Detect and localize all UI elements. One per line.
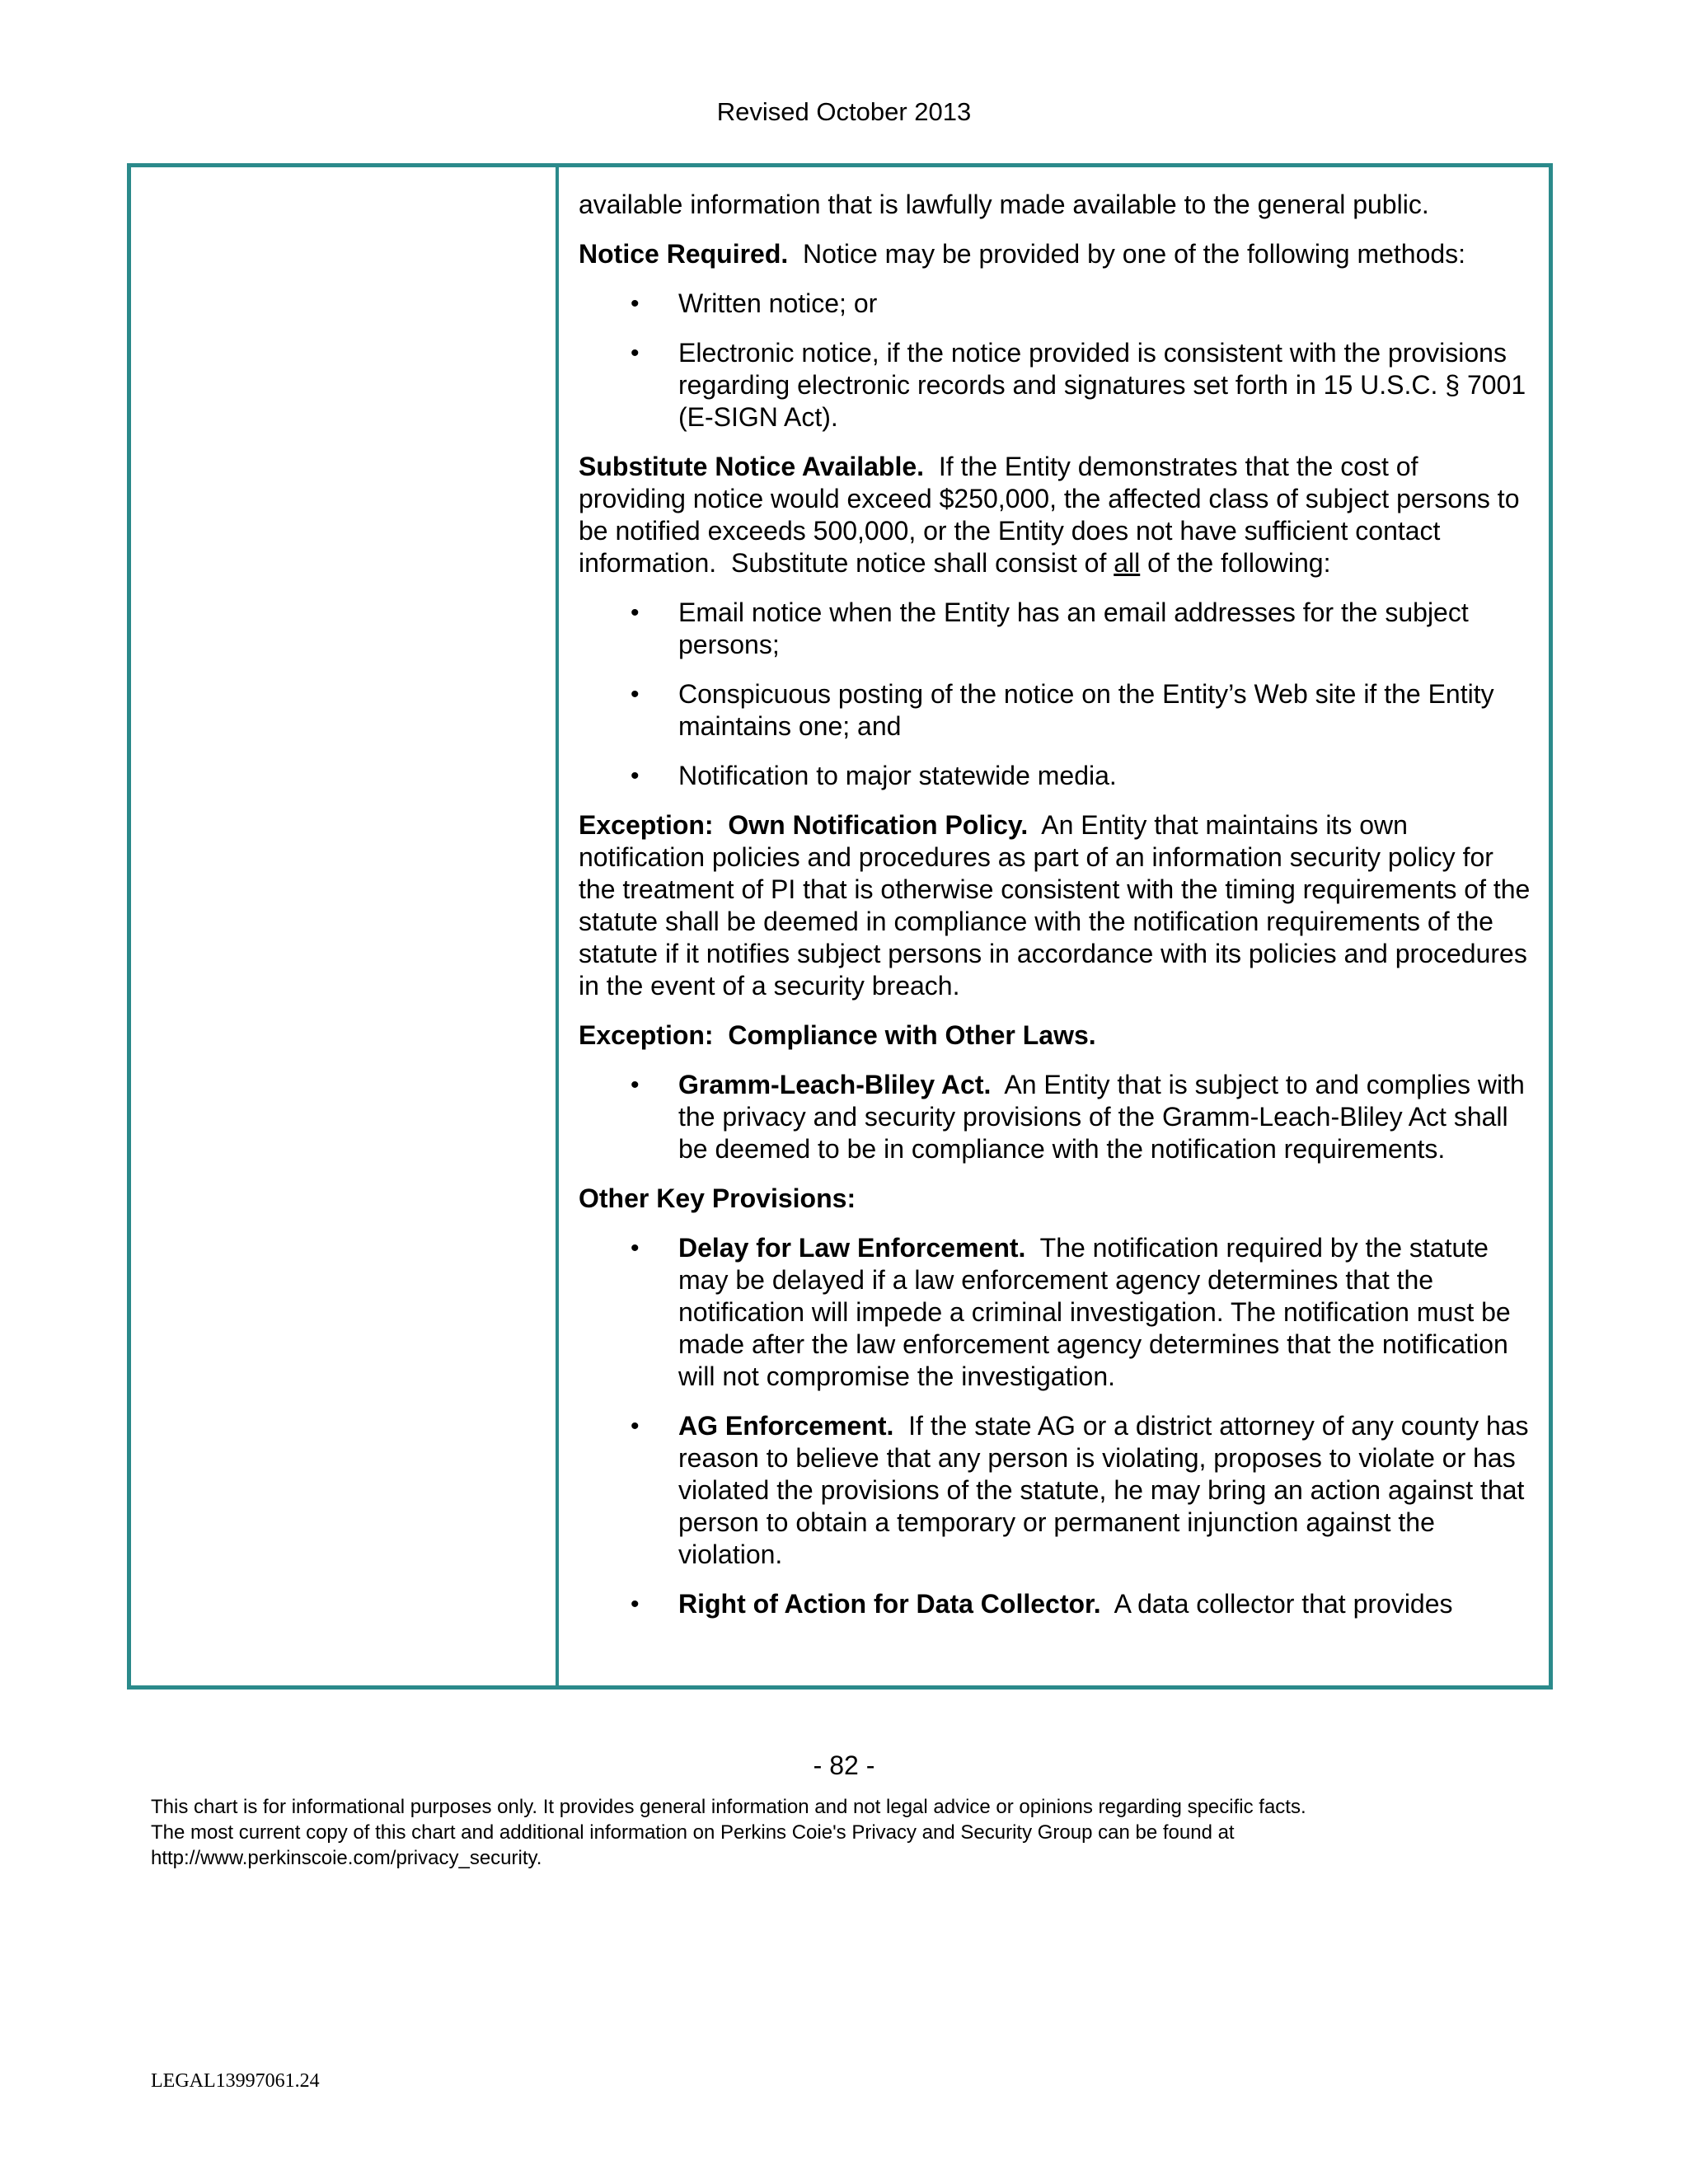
list-item — [579, 678, 1531, 743]
disclaimer-url: http://www.perkinscoie.com/privacy_security. — [151, 1847, 542, 1869]
bullet-icon: • — [631, 599, 640, 626]
revision-header: Revised October 2013 — [716, 97, 972, 126]
underlined-all: all — [1114, 548, 1141, 578]
chart-content-column — [579, 189, 1538, 1638]
list-item — [579, 760, 1531, 792]
chart-table — [127, 163, 1553, 1690]
list-item-text: Email notice when the Entity has an email addresses for the subject persons; — [678, 598, 1469, 659]
list-item — [579, 337, 1531, 434]
list-item-text: Notification to major statewide media. — [678, 761, 1117, 790]
bullet-icon: • — [631, 681, 640, 708]
list-item-title: AG Enforcement. — [678, 1411, 894, 1441]
bullet-icon: • — [631, 762, 640, 790]
list-item — [579, 1069, 1531, 1165]
exception-own-policy-paragraph — [579, 809, 1538, 1002]
other-laws-list — [579, 1069, 1531, 1165]
bullet-icon: • — [631, 1591, 640, 1618]
substitute-notice-list — [579, 597, 1531, 792]
disclaimer-line: This chart is for informational purposes only. It provides general information and not legal advice or opinions regarding specific facts. — [151, 1796, 1306, 1818]
substitute-notice-heading: Substitute Notice Available. — [579, 452, 925, 481]
other-key-provisions-paragraph — [579, 1183, 1531, 1215]
list-item-text: Conspicuous posting of the notice on the Entity’s Web site if the Entity maintains one; and — [678, 679, 1494, 741]
page-number: - 82 - — [813, 1750, 875, 1780]
notice-methods-list — [579, 288, 1531, 434]
other-key-provisions-list — [579, 1232, 1536, 1620]
substitute-notice-text-end: of the following: — [1140, 548, 1331, 578]
list-item-text: An Entity that is subject to and complies with the privacy and security provisions of the Gramm-Leach-Bliley Act shall be deemed to be in compliance with the notification requirements. — [678, 1070, 1532, 1164]
list-item — [579, 1588, 1531, 1620]
document-id: LEGAL13997061.24 — [151, 2070, 320, 2092]
bullet-icon: • — [631, 1413, 640, 1440]
list-item — [579, 1410, 1536, 1571]
other-key-provisions-heading: Other Key Provisions: — [579, 1183, 856, 1213]
bullet-icon: • — [631, 340, 640, 367]
exception-other-laws-heading: Exception: Compliance with Other Laws. — [579, 1020, 1096, 1050]
list-item — [579, 288, 1531, 320]
bullet-icon: • — [631, 290, 640, 317]
list-item — [579, 597, 1531, 661]
list-item-text: The notification required by the statute may be delayed if a law enforcement agency determines that the notification will impede a criminal investigation. The notification must be made after the law enforcement agency determines that the notification will not compromise the investigation. — [678, 1233, 1518, 1391]
list-item — [579, 1232, 1531, 1393]
disclaimer-line: The most current copy of this chart and additional information on Perkins Coie's Privacy and Security Group can be found at — [151, 1821, 1235, 1844]
list-item-text: If the state AG or a district attorney of any county has reason to believe that any person is violating, proposes to violate or has violated the provisions of the statute, he may bring an action against that person to obtain a temporary or permanent injunction against the violation. — [678, 1411, 1536, 1569]
intro-paragraph: available information that is lawfully made available to the general public. — [579, 190, 1429, 219]
exception-own-policy-heading: Exception: Own Notification Policy. — [579, 810, 1029, 840]
list-item-title: Right of Action for Data Collector. — [678, 1589, 1101, 1619]
notice-required-heading: Notice Required. — [579, 239, 789, 269]
list-item-text: Electronic notice, if the notice provided is consistent with the provisions regarding electronic records and signatures set forth in 15 U.S.C. § 7001 (E-SIGN Act). — [678, 338, 1526, 432]
column-divider — [556, 167, 559, 1685]
bullet-icon: • — [631, 1235, 640, 1262]
list-item-text: Written notice; or — [678, 288, 878, 318]
notice-required-paragraph — [579, 238, 1531, 270]
list-item-title: Gramm-Leach-Bliley Act. — [678, 1070, 992, 1099]
substitute-notice-text: If the Entity demonstrates that the cost of providing notice would exceed $250,000, the affected class of subject persons to be notified exceeds 500,000, or the Entity does not have sufficient contact information. Substitute notice shall consist of — [579, 452, 1527, 578]
bullet-icon: • — [631, 1071, 640, 1099]
list-item-title: Delay for Law Enforcement. — [678, 1233, 1026, 1263]
exception-own-policy-text: An Entity that maintains its own notification policies and procedures as part of an information security policy for the treatment of PI that is otherwise consistent with the timing requirements of the statute shall be deemed in compliance with the notification requirements of the statute if it notifies subject persons in accordance with its policies and procedures in the event of a security breach. — [579, 810, 1538, 1001]
list-item-text: A data collector that provides — [1100, 1589, 1453, 1619]
disclaimer — [151, 1794, 1552, 1871]
exception-other-laws-paragraph — [579, 1019, 1531, 1052]
substitute-notice-paragraph — [579, 451, 1531, 579]
notice-required-text: Notice may be provided by one of the following methods: — [788, 239, 1466, 269]
